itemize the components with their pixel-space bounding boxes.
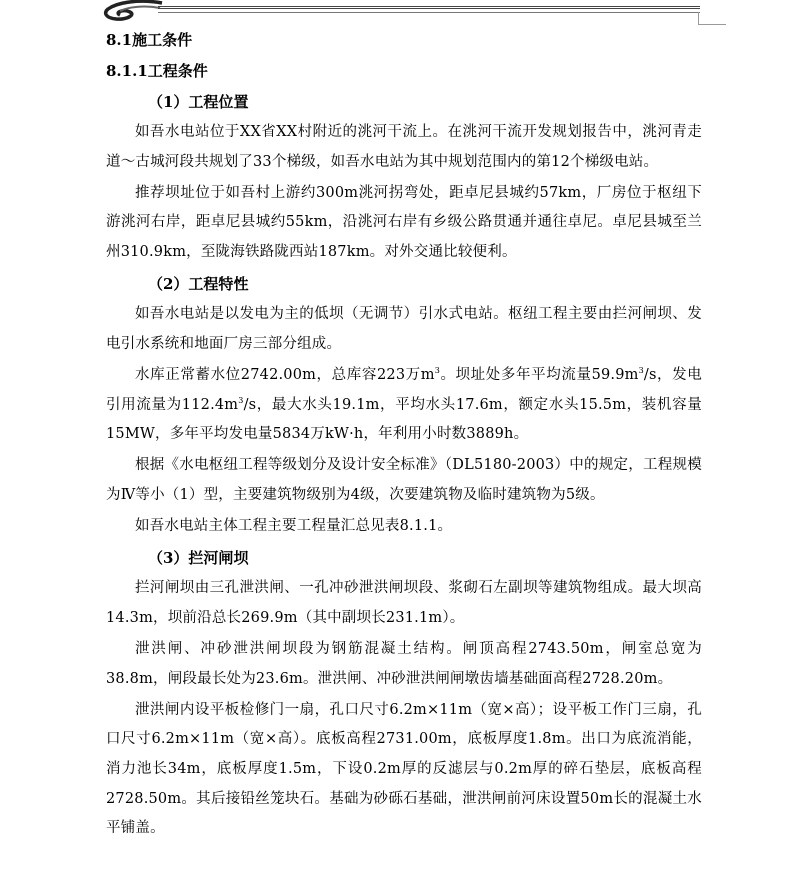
text-run: /s，最大水头19.1m，平均水头17.6m，额定水头15.5m，装机容量15MW，多年平均发电量5834万kW·h，年利用小时数3889h。 <box>106 396 702 443</box>
text-run: 。坝址处多年平均流量59.9m <box>440 366 639 383</box>
page-header <box>0 0 794 28</box>
paragraph-site: 推荐坝址位于如吾村上游约300m洮河拐弯处，距卓尼县城约57km，厂房位于枢纽下游洮河右岸，距卓尼县城约55km，沿洮河右岸有乡级公路贯通并通往卓尼。卓尼县城至兰州310.9km，至陇海铁路陇西站187km。对外交通比较便利。 <box>106 184 702 260</box>
document-body <box>106 25 702 845</box>
item-heading-location: （1）工程位置 <box>148 93 249 111</box>
header-rule <box>158 6 700 9</box>
header-logo-icon <box>100 0 164 22</box>
superscript: 3 <box>638 366 644 376</box>
paragraph-type: 如吾水电站是以发电为主的低坝（无调节）引水式电站。枢纽工程主要由拦河闸坝、发电引水系统和地面厂房三部分组成。 <box>106 306 702 352</box>
item-heading-dam: （3）拦河闸坝 <box>148 549 249 568</box>
text-run: /s，发电引用流量为112.4m <box>106 366 702 413</box>
subsection-heading: 8.1.1工程条件 <box>106 62 208 80</box>
superscript: 3 <box>238 395 244 405</box>
section-heading: 8.1施工条件 <box>106 31 193 49</box>
paragraph-dam-composition: 拦河闸坝由三孔泄洪闸、一孔冲砂泄洪闸坝段、浆砌石左副坝等建筑物组成。最大坝高14.3m，坝前沿总长269.9m（其中副坝长231.1m）。 <box>106 580 702 626</box>
paragraph-location: 如吾水电站位于XX省XX村附近的洮河干流上。在洮河干流开发规划报告中，洮河青走道～古城河段共规划了33个梯级，如吾水电站为其中规划范围内的第12个梯级电站。 <box>106 124 702 170</box>
superscript: 3 <box>434 366 441 376</box>
header-rule-thin <box>158 12 700 13</box>
paragraph-gates: 泄洪闸内设平板检修门一扇，孔口尺寸6.2m×11m（宽×高）；设平板工作门三扇，孔口尺寸6.2m×11m（宽×高）。底板高程2731.00m，底板厚度1.8m。出口为底流消能，消力池长34m，底板厚度1.5m，下设0.2m厚的反滤层与0.2m厚的碎石垫层，底板高程2728.50m。其后接铅丝笼块石。基础为砂砾石基础，泄洪闸前河床设置50m长的混凝土水平铺盖。 <box>106 701 702 837</box>
paragraph-quantities: 如吾水电站主体工程主要工程量汇总见表8.1.1。 <box>135 518 453 535</box>
paragraph-reservoir <box>106 361 702 450</box>
paragraph-standard: 根据《水电枢纽工程等级划分及设计安全标准》（DL5180-2003）中的规定，工程规模为Ⅳ等小（1）型，主要建筑物级别为4级，次要建筑物及临时建筑物为5级。 <box>106 457 702 503</box>
page-corner-mark <box>698 12 699 24</box>
paragraph-dam-structure: 泄洪闸、冲砂泄洪闸坝段为钢筋混凝土结构。闸顶高程2743.50m，闸室总宽为38.8m，闸段最长处为23.6m。泄洪闸、冲砂泄洪闸闸墩齿墙基础面高程2728.20m。 <box>106 641 702 687</box>
text-run: 水库正常蓄水位2742.00m，总库容223万m <box>135 366 435 383</box>
page-corner-mark-h <box>698 24 726 25</box>
item-heading-characteristics: （2）工程特性 <box>148 275 249 294</box>
